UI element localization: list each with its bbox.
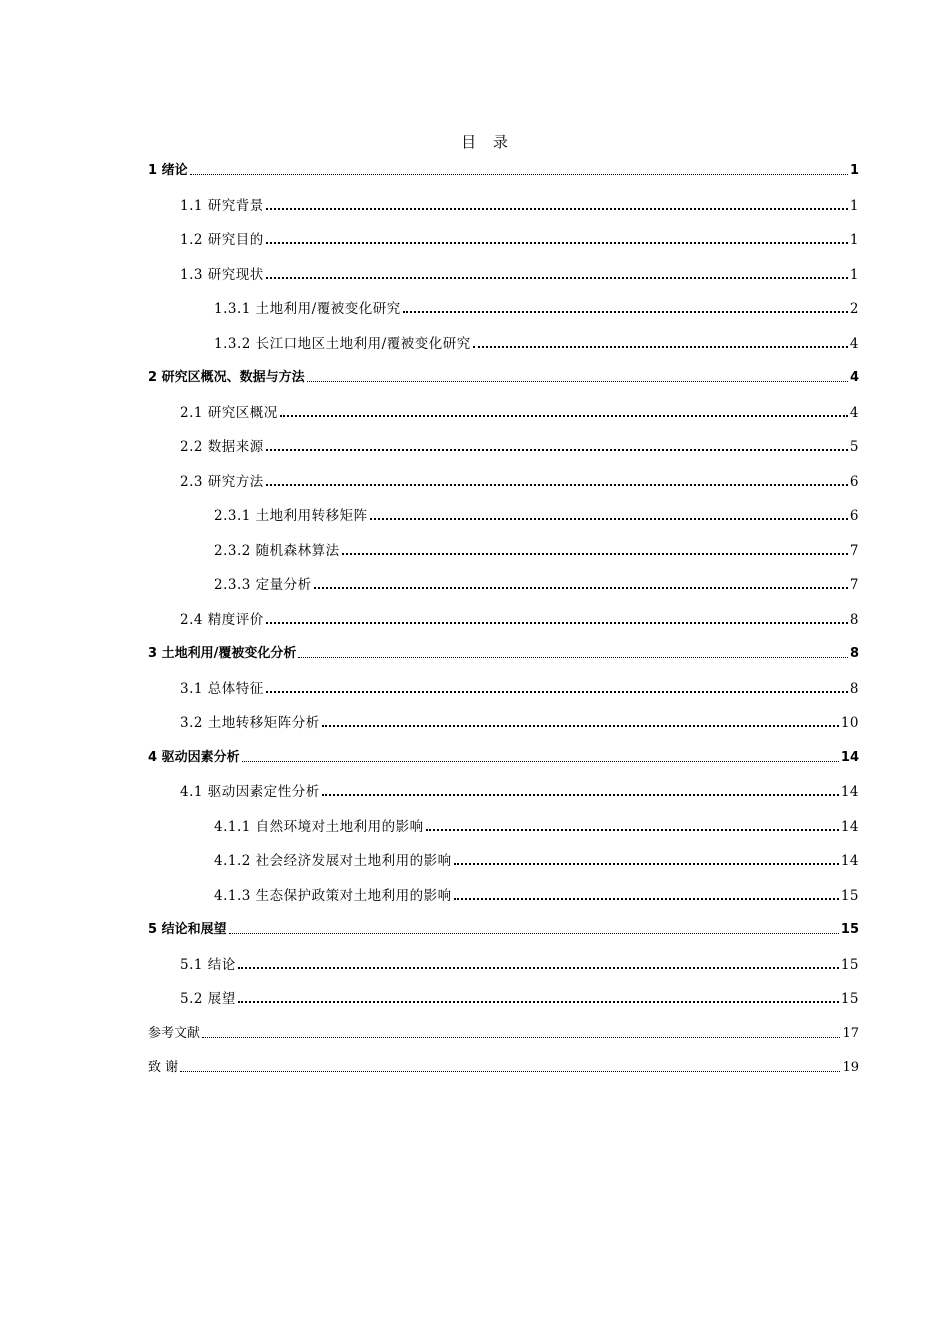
toc-entry-label: 4.1.1 自然环境对土地利用的影响 bbox=[214, 818, 424, 835]
toc-leader-dots bbox=[238, 991, 839, 1007]
toc-leader-dots bbox=[238, 957, 839, 973]
toc-entry[interactable] bbox=[180, 228, 859, 250]
toc-leader-dots bbox=[266, 681, 848, 697]
toc-entry-label: 5 结论和展望 bbox=[148, 922, 227, 937]
toc-leader-dots bbox=[342, 543, 848, 559]
toc-entry-label: 5.1 结论 bbox=[180, 956, 236, 973]
toc-entry[interactable] bbox=[180, 263, 859, 285]
toc-entry-page-number: 7 bbox=[849, 577, 859, 593]
toc-entry-page-number: 2 bbox=[849, 301, 859, 317]
toc-entry[interactable] bbox=[214, 884, 859, 906]
toc-entry-label: 2.3 研究方法 bbox=[180, 473, 264, 490]
toc-entry[interactable] bbox=[180, 711, 859, 733]
toc-entry[interactable] bbox=[180, 953, 859, 975]
toc-leader-dots bbox=[403, 301, 848, 317]
toc-entry[interactable] bbox=[180, 401, 859, 423]
toc-leader-dots bbox=[266, 267, 848, 283]
toc-entry-label: 致 谢 bbox=[148, 1060, 179, 1075]
toc-leader-dots bbox=[266, 474, 848, 490]
toc-entry-page-number: 6 bbox=[849, 473, 859, 490]
toc-entry-page-number: 4 bbox=[849, 335, 859, 352]
toc-entry-page-number: 15 bbox=[840, 956, 859, 973]
toc-entry-page-number: 19 bbox=[842, 1060, 859, 1075]
toc-entry-label: 4.1 驱动因素定性分析 bbox=[180, 784, 320, 800]
toc-entry-page-number: 15 bbox=[840, 887, 859, 904]
toc-entry-page-number: 4 bbox=[849, 370, 859, 385]
toc-entry-label: 2.3.3 定量分析 bbox=[214, 577, 312, 593]
toc-entry[interactable] bbox=[180, 194, 859, 216]
toc-entry-label: 1 绪论 bbox=[148, 163, 188, 178]
toc-entry-label: 1.3.2 长江口地区土地利用/覆被变化研究 bbox=[214, 335, 471, 352]
toc-leader-dots bbox=[190, 163, 848, 178]
toc-entry-label: 2.3.1 土地利用转移矩阵 bbox=[214, 508, 368, 524]
toc-leader-dots bbox=[266, 232, 848, 248]
toc-entry-page-number: 14 bbox=[840, 784, 859, 800]
toc-leader-dots bbox=[454, 888, 839, 904]
toc-entry[interactable] bbox=[148, 642, 859, 664]
toc-entry-label: 4.1.2 社会经济发展对土地利用的影响 bbox=[214, 853, 452, 869]
toc-entry[interactable] bbox=[148, 159, 859, 181]
toc-entry-page-number: 1 bbox=[849, 232, 859, 248]
toc-leader-dots bbox=[266, 612, 848, 628]
toc-entry-page-number: 6 bbox=[849, 508, 859, 524]
toc-entry-page-number: 4 bbox=[849, 404, 859, 421]
toc-entry[interactable] bbox=[180, 435, 859, 457]
toc-entry-label: 1.2 研究目的 bbox=[180, 232, 264, 248]
toc-leader-dots bbox=[370, 508, 848, 524]
toc-entry[interactable] bbox=[214, 539, 859, 561]
toc-entry-label: 2.2 数据来源 bbox=[180, 439, 264, 455]
toc-leader-dots bbox=[266, 198, 848, 214]
toc-leader-dots bbox=[322, 715, 839, 731]
toc-entry-page-number: 10 bbox=[840, 715, 859, 731]
toc-entry[interactable] bbox=[148, 746, 859, 768]
toc-leader-dots bbox=[426, 819, 839, 835]
toc-entry-page-number: 1 bbox=[849, 163, 859, 178]
toc-entry[interactable] bbox=[180, 608, 859, 630]
toc-leader-dots bbox=[202, 1026, 840, 1041]
toc-leader-dots bbox=[266, 439, 848, 455]
toc-entry[interactable] bbox=[214, 573, 859, 595]
toc-entry-label: 4 驱动因素分析 bbox=[148, 749, 240, 765]
toc-entry-label: 2.4 精度评价 bbox=[180, 611, 264, 628]
toc-entry[interactable] bbox=[148, 366, 859, 388]
toc-leader-dots bbox=[307, 370, 848, 385]
toc-title: 目 录 bbox=[461, 133, 514, 151]
toc-entry[interactable] bbox=[180, 987, 859, 1009]
toc-entry[interactable] bbox=[180, 470, 859, 492]
toc-leader-dots bbox=[473, 336, 848, 352]
toc-entry-page-number: 5 bbox=[849, 439, 859, 455]
toc-entry-label: 2.3.2 随机森林算法 bbox=[214, 542, 340, 559]
toc-entry[interactable] bbox=[214, 815, 859, 837]
toc-entry-page-number: 7 bbox=[849, 542, 859, 559]
toc-entry[interactable] bbox=[148, 1056, 859, 1078]
toc-entry-page-number: 14 bbox=[840, 749, 859, 765]
toc-entry[interactable] bbox=[214, 504, 859, 526]
toc-entry-label: 3.1 总体特征 bbox=[180, 680, 264, 697]
toc-entry-page-number: 15 bbox=[840, 991, 859, 1007]
toc-entry-page-number: 14 bbox=[840, 818, 859, 835]
toc-entry-page-number: 1 bbox=[849, 266, 859, 283]
toc-entry[interactable] bbox=[180, 780, 859, 802]
toc-entry[interactable] bbox=[148, 918, 859, 940]
toc-entry-label: 3 土地利用/覆被变化分析 bbox=[148, 646, 297, 661]
toc-entry-label: 参考文献 bbox=[148, 1025, 201, 1041]
toc-leader-dots bbox=[242, 750, 839, 765]
toc-entry-page-number: 8 bbox=[849, 680, 859, 697]
toc-entry-page-number: 1 bbox=[849, 197, 859, 214]
toc-entry-page-number: 8 bbox=[849, 611, 859, 628]
toc-leader-dots bbox=[454, 853, 839, 869]
toc-entry-page-number: 17 bbox=[842, 1025, 859, 1041]
toc-leader-dots bbox=[298, 646, 848, 661]
toc-entry-page-number: 14 bbox=[840, 853, 859, 869]
toc-leader-dots bbox=[322, 784, 839, 800]
toc-entry[interactable] bbox=[214, 332, 859, 354]
toc-entry-label: 1.1 研究背景 bbox=[180, 197, 264, 214]
toc-entry-page-number: 8 bbox=[849, 646, 859, 661]
toc-leader-dots bbox=[229, 922, 839, 937]
toc-entry[interactable] bbox=[180, 677, 859, 699]
toc-entry-label: 2.1 研究区概况 bbox=[180, 404, 278, 421]
toc-entry[interactable] bbox=[214, 297, 859, 319]
toc-leader-dots bbox=[314, 577, 848, 593]
toc-leader-dots bbox=[180, 1060, 840, 1075]
toc-entry[interactable] bbox=[148, 1022, 859, 1044]
toc-entry-label: 5.2 展望 bbox=[180, 991, 236, 1007]
toc-entry[interactable] bbox=[214, 849, 859, 871]
toc-entry-label: 2 研究区概况、数据与方法 bbox=[148, 370, 305, 385]
toc-entry-label: 3.2 土地转移矩阵分析 bbox=[180, 715, 320, 731]
toc-entry-label: 1.3.1 土地利用/覆被变化研究 bbox=[214, 301, 401, 317]
toc-entry-label: 4.1.3 生态保护政策对土地利用的影响 bbox=[214, 887, 452, 904]
toc-leader-dots bbox=[280, 405, 848, 421]
toc-entry-page-number: 15 bbox=[840, 922, 859, 937]
toc-entry-label: 1.3 研究现状 bbox=[180, 266, 264, 283]
